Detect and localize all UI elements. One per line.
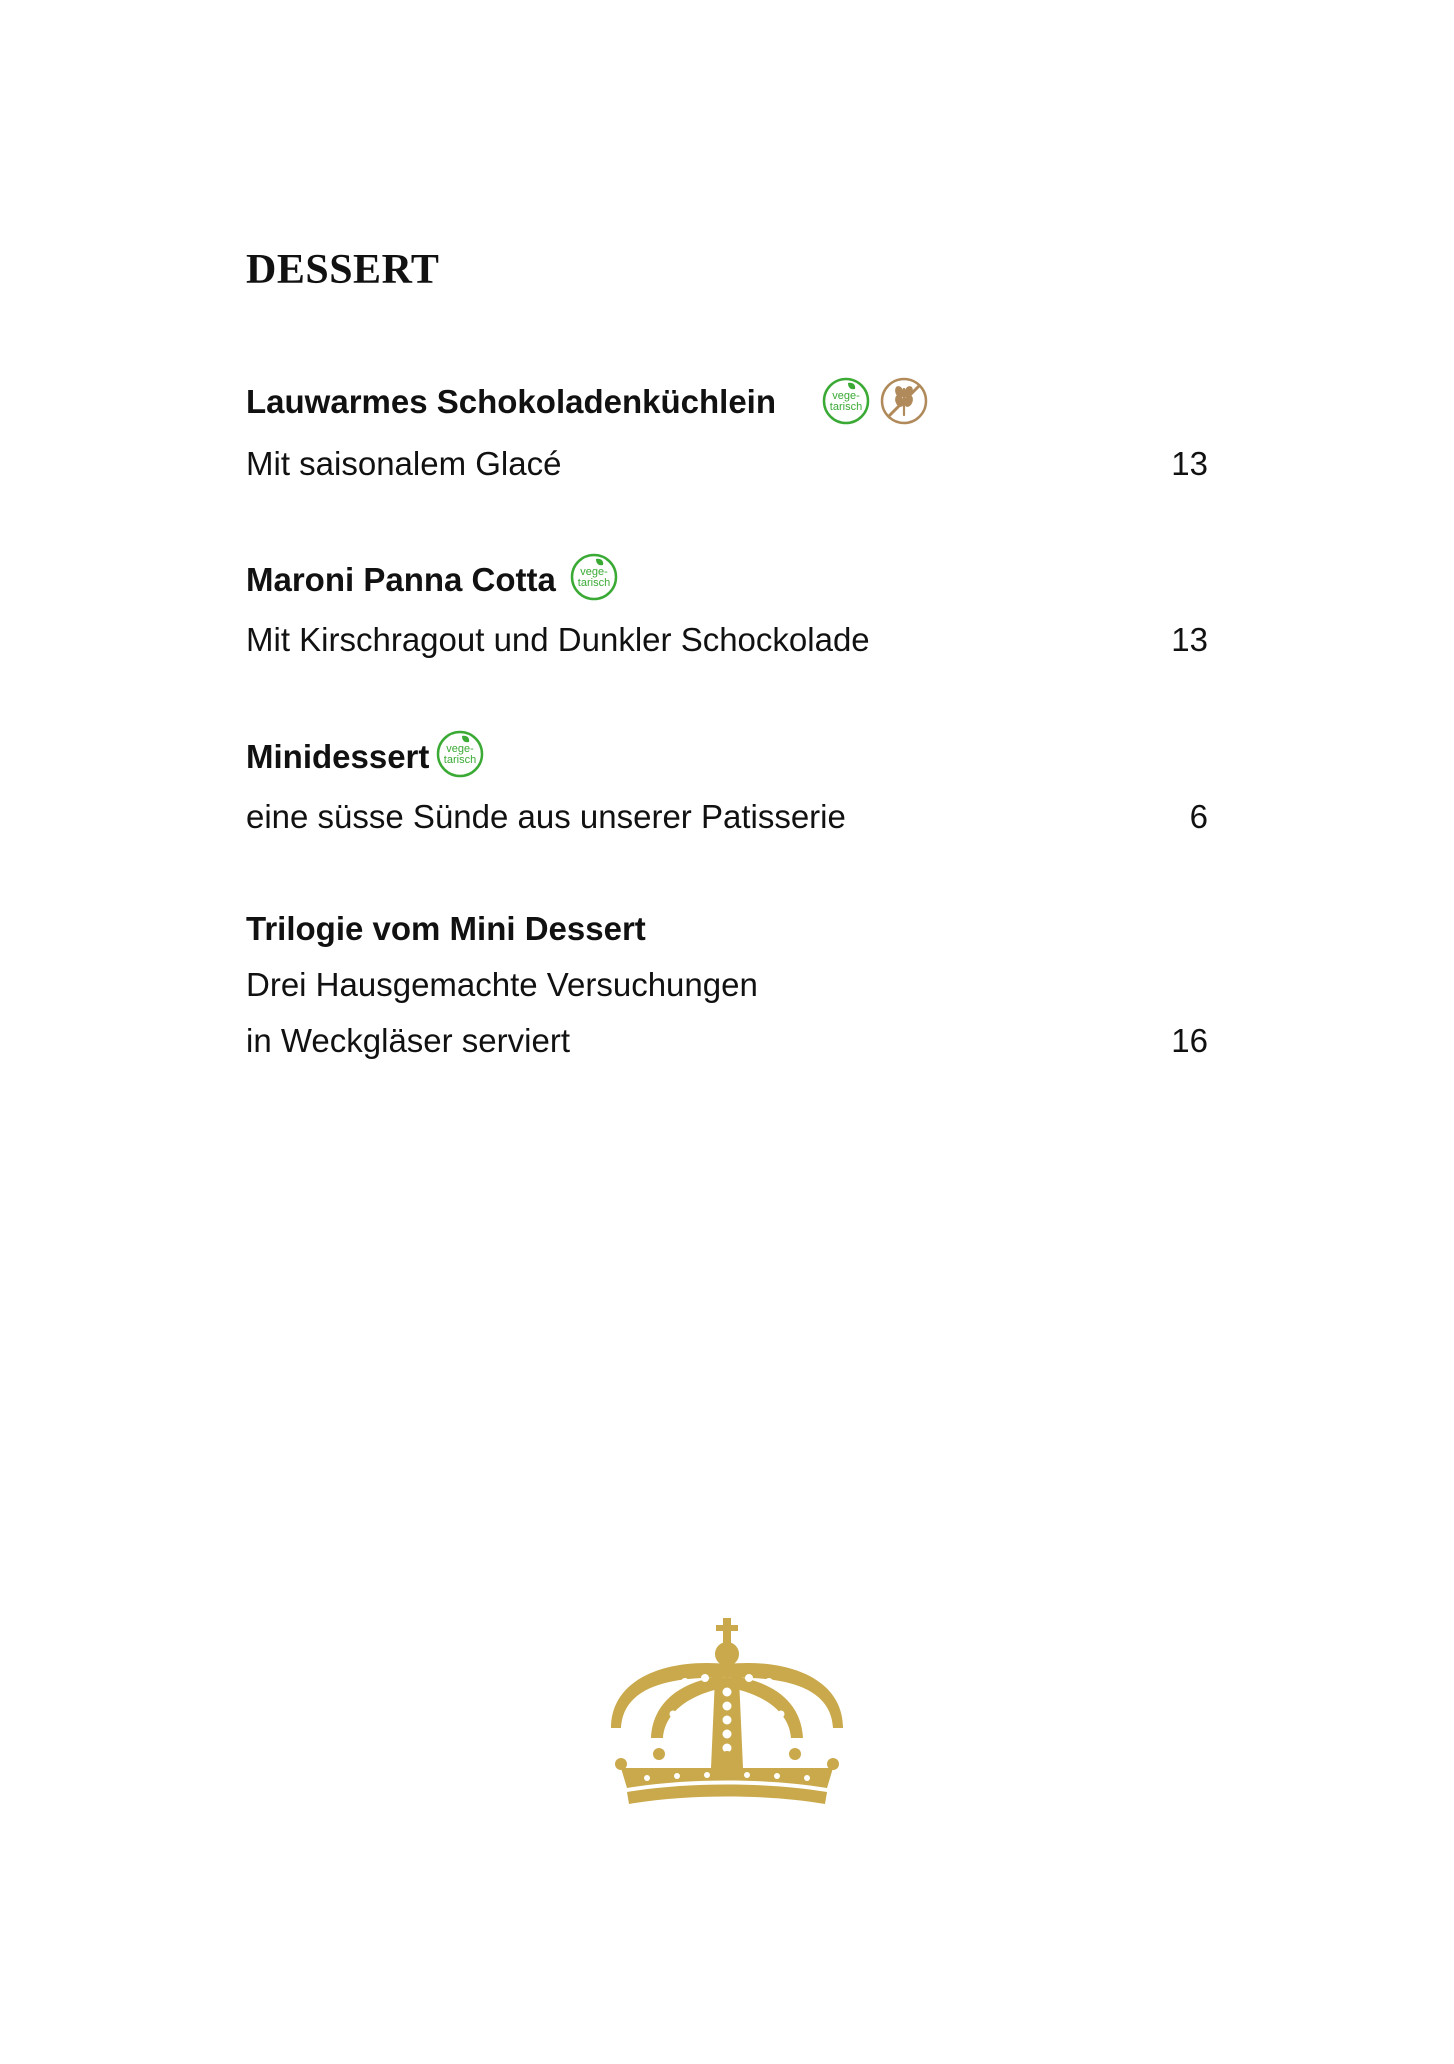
item-name: Trilogie vom Mini Dessert — [246, 910, 646, 947]
item-description: eine süsse Sünde aus unserer Patisserie — [246, 798, 846, 835]
vegetarian-icon — [436, 730, 484, 778]
svg-text:vege-: vege- — [832, 390, 860, 402]
item-description: Mit saisonalem Glacé — [246, 445, 562, 482]
item-price: 16 — [1171, 1022, 1208, 1059]
crown-logo — [597, 1618, 857, 1808]
gluten-free-icon — [880, 377, 928, 425]
item-name: Maroni Panna Cotta — [246, 561, 556, 598]
item-name: Minidessert — [246, 738, 430, 775]
item-price: 13 — [1171, 445, 1208, 482]
svg-text:tarisch: tarisch — [829, 401, 863, 413]
item-description: in Weckgläser serviert — [246, 1022, 570, 1059]
svg-text:vege-: vege- — [580, 566, 608, 578]
item-name: Lauwarmes Schokoladenküchlein — [246, 383, 776, 420]
svg-text:tarisch: tarisch — [443, 754, 477, 766]
section-title: DESSERT — [246, 247, 440, 293]
svg-text:tarisch: tarisch — [577, 577, 611, 589]
item-description: Drei Hausgemachte Versuchungen — [246, 966, 758, 1003]
vegetarian-icon — [570, 553, 618, 601]
svg-text:vege-: vege- — [446, 743, 474, 755]
item-price: 6 — [1189, 798, 1208, 835]
item-description: Mit Kirschragout und Dunkler Schockolade — [246, 621, 870, 658]
item-price: 13 — [1171, 621, 1208, 658]
vegetarian-icon — [822, 377, 870, 425]
